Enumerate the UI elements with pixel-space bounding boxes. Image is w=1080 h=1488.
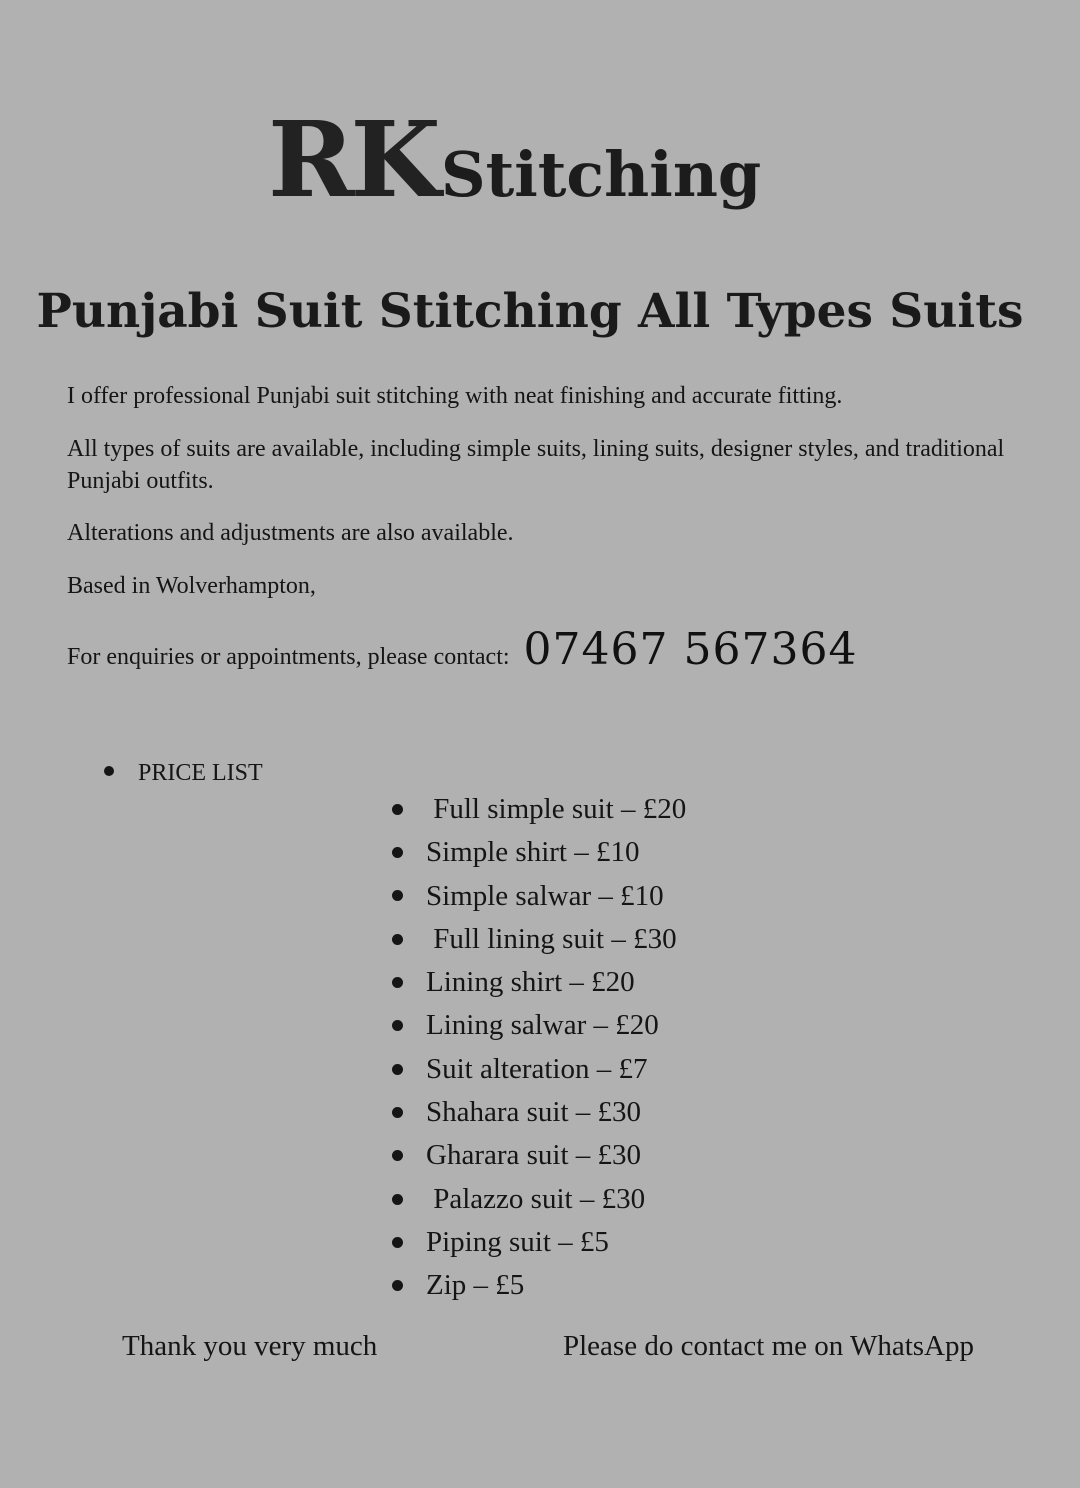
- bullet-icon: [392, 1064, 403, 1075]
- list-item: Lining shirt – £20: [392, 961, 686, 1004]
- list-item: Piping suit – £5: [392, 1221, 686, 1264]
- contact-line: [67, 624, 857, 675]
- contact-label: For enquiries or appointments, please contact:: [67, 644, 510, 670]
- bullet-icon: [392, 1237, 403, 1248]
- logo-initials: RK: [268, 98, 437, 221]
- location-paragraph: Based in Wolverhampton,: [67, 573, 316, 599]
- list-item: Suit alteration – £7: [392, 1048, 686, 1091]
- bullet-icon: [392, 890, 403, 901]
- suit-types-paragraph: All types of suits are available, including simple suits, lining suits, designer styles, and traditional Punjabi outfits.: [67, 436, 1005, 494]
- bullet-icon: [392, 847, 403, 858]
- list-item: Simple salwar – £10: [392, 875, 686, 918]
- list-item: Full simple suit – £20: [392, 788, 686, 831]
- bullet-icon: [392, 977, 403, 988]
- bullet-icon: [392, 1150, 403, 1161]
- bullet-icon: [392, 804, 403, 815]
- bullet-icon: [392, 1194, 403, 1205]
- bullet-icon: [392, 934, 403, 945]
- bullet-icon: [392, 1020, 403, 1031]
- logo-word: Stitching: [440, 138, 762, 211]
- list-item: Full lining suit – £30: [392, 918, 686, 961]
- logo: [268, 98, 762, 221]
- price-list: [392, 788, 686, 1308]
- price-list-heading-text: PRICE LIST: [138, 760, 263, 786]
- whatsapp-note: Please do contact me on WhatsApp: [563, 1330, 974, 1362]
- list-item: Zip – £5: [392, 1264, 686, 1307]
- thank-you-note: Thank you very much: [122, 1330, 378, 1362]
- intro-paragraph: I offer professional Punjabi suit stitching with neat finishing and accurate fitting.: [67, 383, 843, 409]
- bullet-icon: [392, 1280, 403, 1291]
- list-item: Lining salwar – £20: [392, 1004, 686, 1047]
- list-item: Gharara suit – £30: [392, 1134, 686, 1177]
- page-title: Punjabi Suit Stitching All Types Suits: [36, 284, 1024, 339]
- bullet-icon: [104, 766, 114, 776]
- bullet-icon: [392, 1107, 403, 1118]
- list-item: Shahara suit – £30: [392, 1091, 686, 1134]
- price-list-heading: [104, 760, 263, 787]
- list-item: Simple shirt – £10: [392, 831, 686, 874]
- alterations-paragraph: Alterations and adjustments are also available.: [67, 520, 514, 546]
- phone-number: 07467 567364: [523, 624, 858, 675]
- list-item: Palazzo suit – £30: [392, 1178, 686, 1221]
